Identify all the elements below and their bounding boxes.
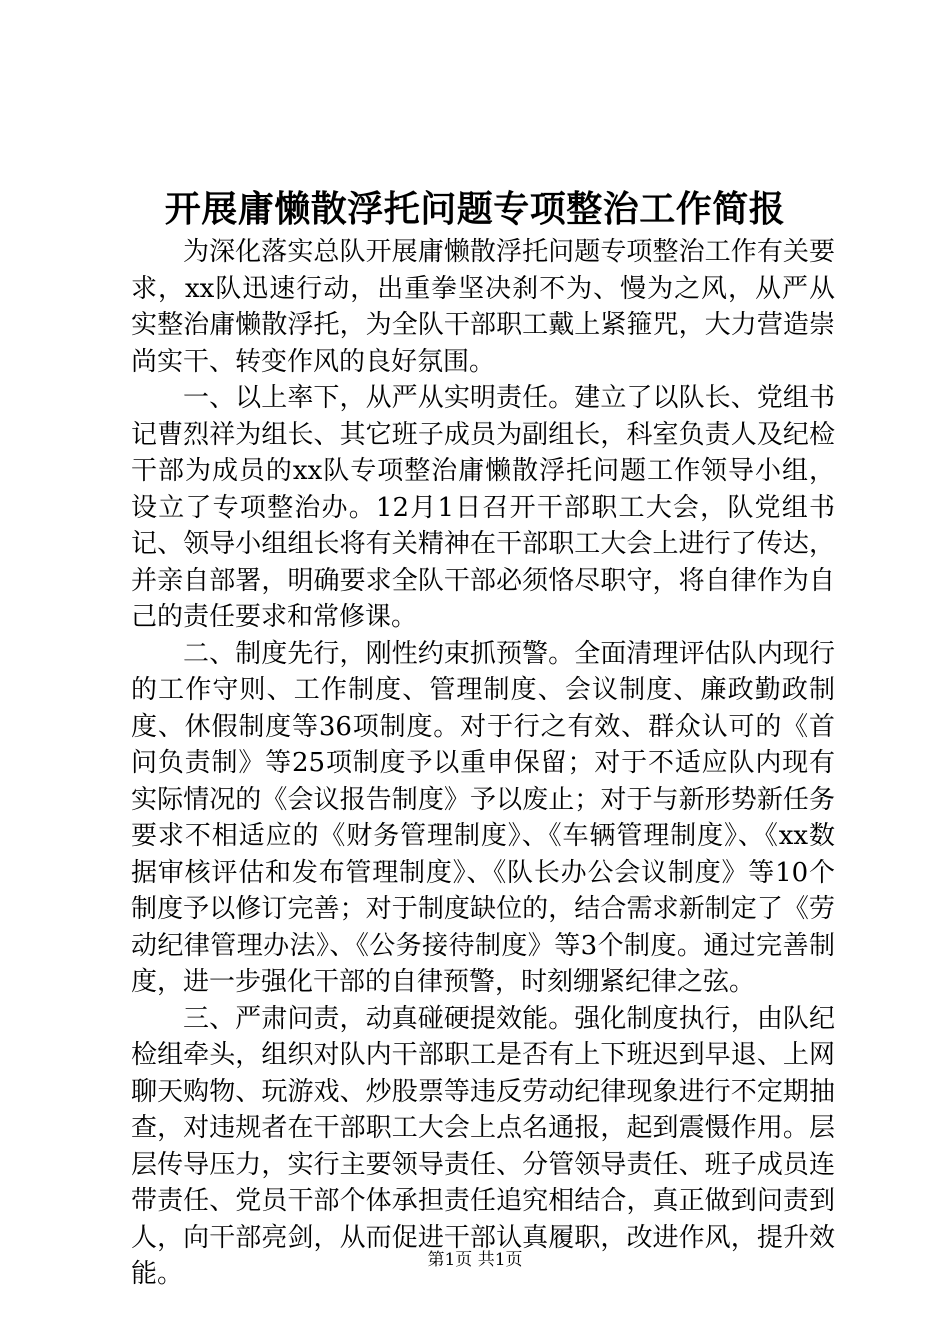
page-number-footer: 第1页 共1页 bbox=[427, 1250, 523, 1270]
document-title: 开展庸懒散浮托问题专项整治工作简报 bbox=[164, 188, 786, 230]
paragraph-section-1: 一、以上率下，从严从实明责任。建立了以队长、党组书记曹烈祥为组长、其它班子成员为副组长，科室负责人及纪检干部为成员的xx队专项整治庸懒散浮托问题工作领导小组，设立了专项整治办。12月1日召开干部职工大会，队党组书记、领导小组组长将有关精神在干部职工大会上进行了传达，并亲自部署，明确要求全队干部必须恪尽职守，将自律作为自己的责任要求和常修课。 bbox=[131, 383, 835, 632]
document-body bbox=[131, 234, 835, 1293]
paragraph-intro: 为深化落实总队开展庸懒散浮托问题专项整治工作有关要求，xx队迅速行动，出重拳坚决刹不为、慢为之风，从严从实整治庸懒散浮托，为全队干部职工戴上紧箍咒，大力营造崇尚实干、转变作风的良好氛围。 bbox=[131, 237, 835, 377]
paragraph-section-2: 二、制度先行，刚性约束抓预警。全面清理评估队内现行的工作守则、工作制度、管理制度、会议制度、廉政勤政制度、休假制度等36项制度。对于行之有效、群众认可的《首问负责制》等25项制度予以重申保留；对于不适应队内现有实际情况的《会议报告制度》予以废止；对于与新形势新任务要求不相适应的《财务管理制度》、《车辆管理制度》、《xx数据审核评估和发布管理制度》、《队长办公会议制度》等10个制度予以修订完善；对于制度缺位的，结合需求新制定了《劳动纪律管理办法》、《公务接待制度》等3个制度。通过完善制度，进一步强化干部的自律预警，时刻绷紧纪律之弦。 bbox=[131, 638, 835, 997]
paragraph-section-3: 三、严肃问责，动真碰硬提效能。强化制度执行，由队纪检组牵头，组织对队内干部职工是否有上下班迟到早退、上网聊天购物、玩游戏、炒股票等违反劳动纪律现象进行不定期抽查，对违规者在干部职工大会上点名通报，起到震慑作用。层层传导压力，实行主要领导责任、分管领导责任、班子成员连带责任、党员干部个体承担责任追究相结合，真正做到问责到人，向干部亮剑，从而促进干部认真履职，改进作风，提升效能。 bbox=[131, 1003, 835, 1289]
